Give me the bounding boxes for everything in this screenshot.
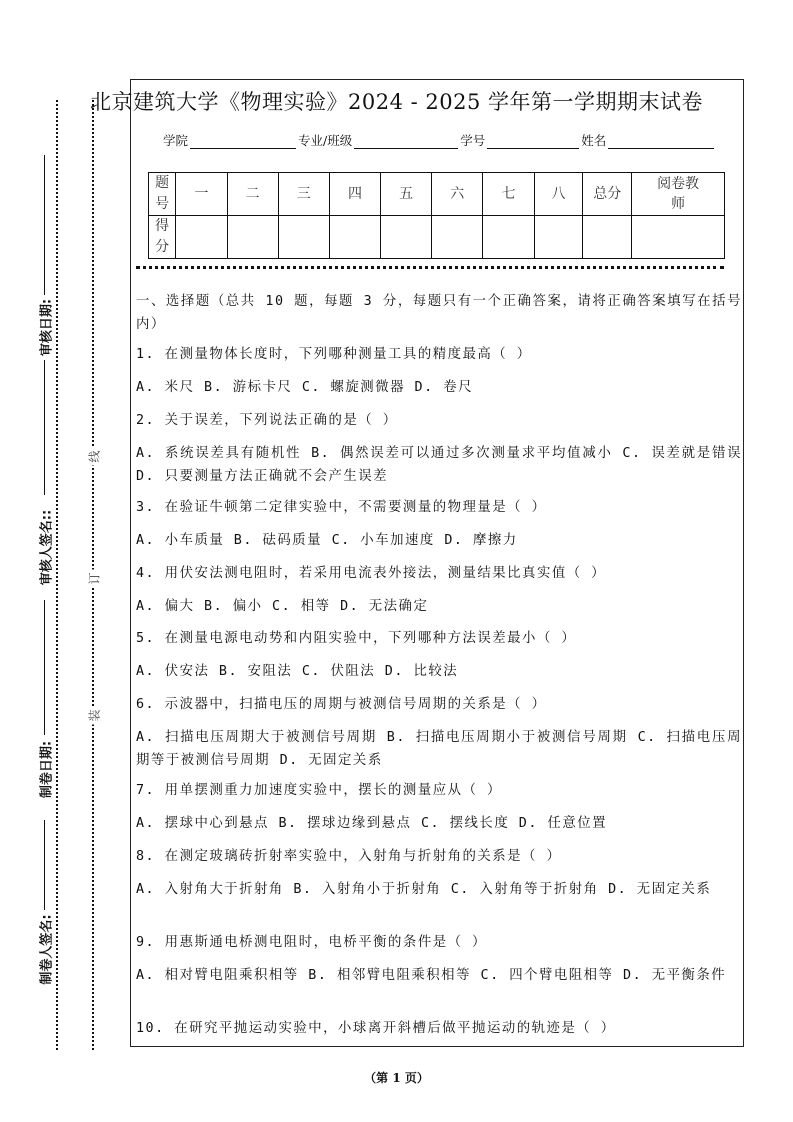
page-number: （第 1 页） — [364, 1071, 429, 1085]
score-cell[interactable] — [381, 216, 432, 259]
question-6: 6. 示波器中，扫描电压的周期与被测信号周期的关系是（ ） — [136, 697, 547, 712]
college-label: 学院 — [163, 133, 189, 148]
college-field[interactable] — [190, 134, 296, 149]
score-cell[interactable] — [432, 216, 483, 259]
header-cell: 七 — [483, 173, 534, 216]
header-cell: 四 — [329, 173, 380, 216]
question-4-options: A. 偏大 B. 偏小 C. 相等 D. 无法确定 — [136, 599, 429, 614]
question-8: 8. 在测定玻璃砖折射率实验中，入射角与折射角的关系是（ ） — [136, 849, 562, 864]
header-cell: 一 — [176, 173, 227, 216]
student-info-row — [163, 131, 716, 149]
binding-mark-ding: 订 — [86, 570, 103, 588]
score-cell[interactable] — [583, 216, 632, 259]
maker-date-line — [44, 600, 45, 735]
question-1: 1. 在测量物体长度时，下列哪种测量工具的精度最高（ ） — [136, 347, 532, 362]
question-6-options: A. 扫描电压周期大于被测信号周期 B. 扫描电压周期小于被测信号周期 C. 扫描电压周期等于被测信号周期 D. 无固定关系 — [136, 730, 742, 768]
score-cell[interactable] — [227, 216, 278, 259]
maker-sign-label: 制卷人签名: — [39, 914, 55, 985]
score-table — [148, 172, 725, 259]
question-1-options: A. 米尺 B. 游标卡尺 C. 螺旋测微器 D. 卷尺 — [136, 380, 474, 395]
student-id-field[interactable] — [487, 134, 579, 149]
maker-sign-line — [44, 820, 45, 910]
score-cell[interactable] — [278, 216, 329, 259]
section-title: 一、选择题（总共 10 题，每题 3 分，每题只有一个正确答案，请将正确答案填写在括号内） — [136, 294, 742, 332]
binding-mark-zhuang: 装 — [86, 707, 103, 725]
question-10: 10. 在研究平抛运动实验中，小球离开斜槽后做平抛运动的轨迹是（ ） — [136, 1021, 616, 1036]
score-cell[interactable] — [176, 216, 227, 259]
question-9-options: A. 相对臂电阻乘积相等 B. 相邻臂电阻乘积相等 C. 四个臂电阻相等 D. 无平衡条件 — [136, 968, 727, 983]
review-date-label: 审核日期: — [39, 298, 55, 357]
header-cell: 阅卷教师 — [632, 173, 725, 216]
maker-date-label: 制卷日期: — [39, 740, 55, 799]
question-2-options: A. 系统误差具有随机性 B. 偶然误差可以通过多次测量求平均值减小 C. 误差就是错误 D. 只要测量方法正确就不会产生误差 — [136, 446, 742, 484]
score-cell[interactable] — [329, 216, 380, 259]
question-8-options: A. 入射角大于折射角 B. 入射角小于折射角 C. 入射角等于折射角 D. 无固定关系 — [136, 882, 712, 897]
header-cell: 五 — [381, 173, 432, 216]
separator-dotted-line — [136, 266, 724, 269]
name-label: 姓名 — [581, 133, 607, 148]
header-cell: 三 — [278, 173, 329, 216]
major-label: 专业/班级 — [298, 133, 353, 148]
reviewer-sign-line — [44, 360, 45, 495]
header-cell: 二 — [227, 173, 278, 216]
margin-dotted-line — [56, 100, 58, 1050]
score-row — [149, 216, 725, 259]
question-4: 4. 用伏安法测电阻时，若采用电流表外接法，测量结果比真实值（ ） — [136, 566, 607, 581]
header-cell: 题号 — [149, 173, 176, 216]
question-5-options: A. 伏安法 B. 安阻法 C. 伏阻法 D. 比较法 — [136, 664, 459, 679]
major-field[interactable] — [354, 134, 458, 149]
student-id-label: 学号 — [460, 133, 486, 148]
binding-mark-xian: 线 — [86, 448, 103, 466]
row-label: 得分 — [149, 216, 176, 259]
question-7-options: A. 摆球中心到悬点 B. 摆球边缘到悬点 C. 摆线长度 D. 任意位置 — [136, 816, 608, 831]
score-header-row — [149, 173, 725, 216]
header-cell: 八 — [534, 173, 583, 216]
question-2: 2. 关于误差，下列说法正确的是（ ） — [136, 413, 398, 428]
score-cell[interactable] — [632, 216, 725, 259]
score-cell[interactable] — [534, 216, 583, 259]
header-cell: 六 — [432, 173, 483, 216]
question-5: 5. 在测量电源电动势和内阻实验中，下列哪种方法误差最小（ ） — [136, 631, 577, 646]
reviewer-sign-label: 审核人签名:: — [39, 509, 55, 586]
review-date-line — [44, 155, 45, 295]
question-3: 3. 在验证牛顿第二定律实验中，不需要测量的物理量是（ ） — [136, 500, 547, 515]
question-3-options: A. 小车质量 B. 砝码质量 C. 小车加速度 D. 摩擦力 — [136, 533, 518, 548]
question-7: 7. 用单摆测重力加速度实验中，摆长的测量应从（ ） — [136, 783, 502, 798]
question-9: 9. 用惠斯通电桥测电阻时，电桥平衡的条件是（ ） — [136, 935, 487, 950]
exam-title: 北京建筑大学《物理实验》2024 - 2025 学年第一学期期末试卷 — [89, 90, 703, 114]
name-field[interactable] — [608, 134, 714, 149]
header-cell: 总分 — [583, 173, 632, 216]
score-cell[interactable] — [483, 216, 534, 259]
